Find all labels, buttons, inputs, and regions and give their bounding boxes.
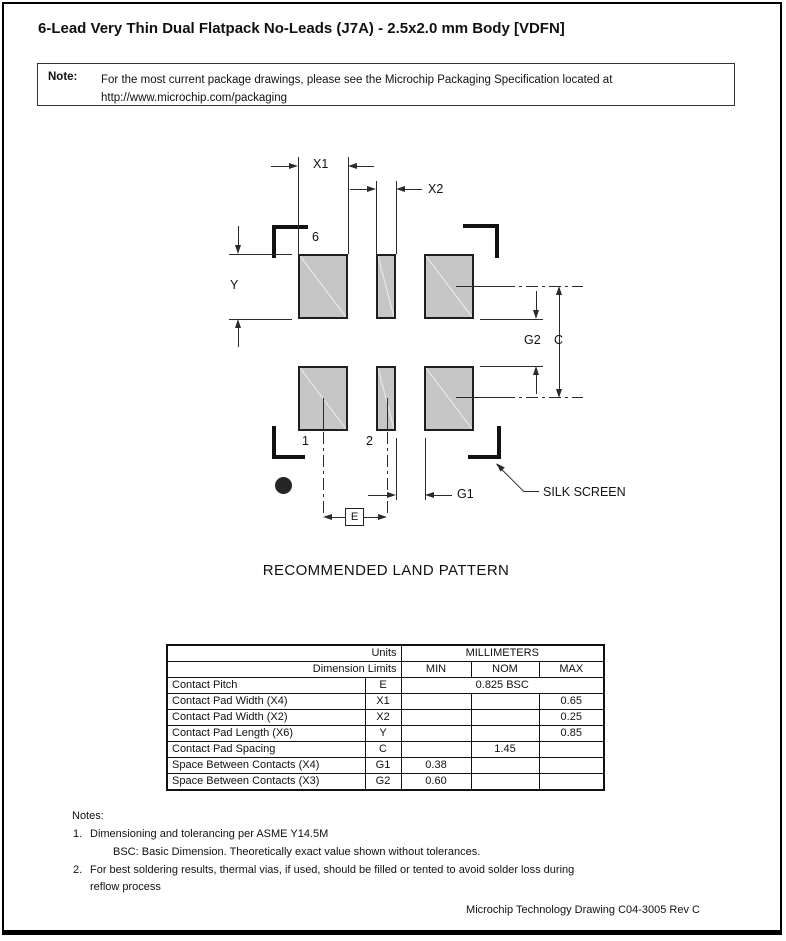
x2-arrowhead-right [396,186,405,192]
x1-arrowhead-right [348,163,357,169]
max-header-cell: MAX [539,662,604,678]
table-row [167,710,604,726]
cell-name: Space Between Contacts (X3) [167,774,365,791]
cell-symbol: X2 [365,710,401,726]
drawing-caption: RECOMMENDED LAND PATTERN [262,562,510,579]
cell-nom [471,774,539,791]
y-arrowhead-bottom [235,319,241,328]
x1-extension-line-left [298,157,299,254]
silk-screen-arrowhead [494,461,505,472]
y-dimension-label: Y [230,278,239,292]
g2-arrowhead-bottom [533,366,539,375]
cell-max [539,758,604,774]
table-row [167,726,604,742]
units-label-cell: Units [167,645,401,662]
pad-diagonal [426,368,472,429]
c-dimension-label: C [554,333,564,347]
cell-nom: 1.45 [471,742,539,758]
silk-screen-label: SILK SCREEN [543,485,626,499]
g2-arrowhead-top [533,310,539,319]
cell-symbol: X1 [365,694,401,710]
silk-screen-leader-line [496,464,524,492]
c-arrowhead-top [556,286,562,295]
g1-arrowhead-right [425,492,434,498]
cell-name: Space Between Contacts (X4) [167,758,365,774]
bottom-row-centerline-dashdot [503,397,583,398]
pad-diagonal [378,256,394,317]
note-text-line2: http://www.microchip.com/packaging [101,92,287,104]
e-arrowhead-right [378,514,387,520]
cell-min: 0.60 [401,774,471,791]
cell-name: Contact Pad Width (X4) [167,694,365,710]
cell-nom [471,710,539,726]
e-dimension-label: E [350,511,359,523]
y-arrow-line-bottom [238,328,239,347]
pad-6 [298,254,348,319]
e-arrow-line-left [332,517,346,518]
page-border [2,2,782,935]
e-arrow-line-right [363,517,378,518]
cell-symbol: C [365,742,401,758]
pin1-indicator-dot [275,477,292,494]
pin1-label: 1 [302,434,309,448]
pad-5 [376,254,396,319]
nom-header-cell: NOM [471,662,539,678]
x2-arrow-line-left [350,189,368,190]
e-arrowhead-left [323,514,332,520]
cell-min [401,742,471,758]
y-extension-line-top [229,254,292,255]
x2-extension-line-left [376,181,377,254]
table-row [167,742,604,758]
top-row-centerline-dashdot [503,286,583,287]
g2-arrow-line-bottom [536,375,537,394]
cell-name: Contact Pad Spacing [167,742,365,758]
pad1-centerline-solid [323,398,324,430]
x2-arrowhead-left [367,186,376,192]
silk-corner-bottom-left [272,426,305,459]
note-box [37,63,735,106]
cell-nom [471,694,539,710]
cell-symbol: G2 [365,774,401,791]
note-item-1-text: Dimensioning and tolerancing per ASME Y14.5M [90,828,329,840]
g1-dimension-label: G1 [457,487,474,501]
note-text-line1: For the most current package drawings, please see the Microchip Packaging Specification located at [101,74,613,86]
cell-max [539,742,604,758]
note-item-1-subtext: BSC: Basic Dimension. Theoretically exact value shown without tolerances. [113,846,481,858]
g1-extension-line-left [396,438,397,500]
cell-max: 0.85 [539,726,604,742]
dimension-table [166,644,605,791]
cell-min [401,710,471,726]
table-row [167,774,604,791]
drawing-number-footer: Microchip Technology Drawing C04-3005 Rev C [466,904,700,916]
x1-arrow-line-left [271,166,290,167]
note-item-2-text: For best soldering results, thermal vias, if used, should be filled or tented to avoid solder loss during [90,864,575,876]
x1-extension-line-right [348,157,349,254]
g1-arrow-line-left [368,495,387,496]
pin6-label: 6 [312,230,319,244]
silk-corner-top-right [463,224,499,258]
table-row-units [167,645,604,662]
dimension-limits-cell: Dimension Limits [167,662,401,678]
g2-arrow-line-top [536,291,537,310]
x2-arrow-line-right [405,189,422,190]
pad-2 [376,366,396,431]
x1-arrowhead-left [289,163,298,169]
table-row-pitch [167,678,604,694]
x2-dimension-label: X2 [428,182,444,196]
note-item-1-number: 1. [73,828,83,840]
top-row-centerline-solid [456,286,503,287]
table-row-limits [167,662,604,678]
cell-symbol: E [365,678,401,694]
g1-arrowhead-left [387,492,396,498]
cell-min [401,726,471,742]
e-dimension-box [345,508,364,526]
units-value-cell: MILLIMETERS [401,645,604,662]
cell-nom [471,758,539,774]
table-row [167,758,604,774]
silk-corner-bottom-right [468,426,501,459]
notes-title: Notes: [72,810,104,822]
pad-diagonal [378,368,394,429]
g2-dimension-label: G2 [524,333,541,347]
cell-min: 0.38 [401,758,471,774]
cell-name: Contact Pad Length (X6) [167,726,365,742]
cell-name: Contact Pitch [167,678,365,694]
pad-3 [424,366,474,431]
y-arrowhead-top [235,245,241,254]
g2-extension-line-top [480,319,543,320]
cell-max: 0.65 [539,694,604,710]
pin2-label: 2 [366,434,373,448]
c-arrowhead-bottom [556,389,562,398]
cell-name: Contact Pad Width (X2) [167,710,365,726]
x1-dimension-label: X1 [313,157,329,171]
cell-max [539,774,604,791]
bottom-row-centerline-solid [456,397,503,398]
page-title: 6-Lead Very Thin Dual Flatpack No-Leads (J7A) - 2.5x2.0 mm Body [VDFN] [38,20,565,37]
pad2-centerline-solid [387,398,388,430]
cell-value: 0.825 BSC [401,678,604,694]
pad1-centerline-dashdot [323,432,324,516]
g1-arrow-line-right [434,495,452,496]
table-row [167,694,604,710]
silk-screen-leader-tail [524,491,539,492]
note-text [101,71,726,107]
pad2-centerline-dashdot [387,432,388,516]
pad-diagonal [300,256,346,317]
x1-arrow-line-right [357,166,374,167]
cell-nom [471,726,539,742]
note-item-2-text-cont: reflow process [90,881,161,893]
cell-symbol: G1 [365,758,401,774]
cell-max: 0.25 [539,710,604,726]
y-arrow-line-top [238,226,239,245]
g1-extension-line-right [425,438,426,500]
min-header-cell: MIN [401,662,471,678]
cell-symbol: Y [365,726,401,742]
note-label: Note: [48,71,78,83]
cell-min [401,694,471,710]
note-item-2-number: 2. [73,864,83,876]
